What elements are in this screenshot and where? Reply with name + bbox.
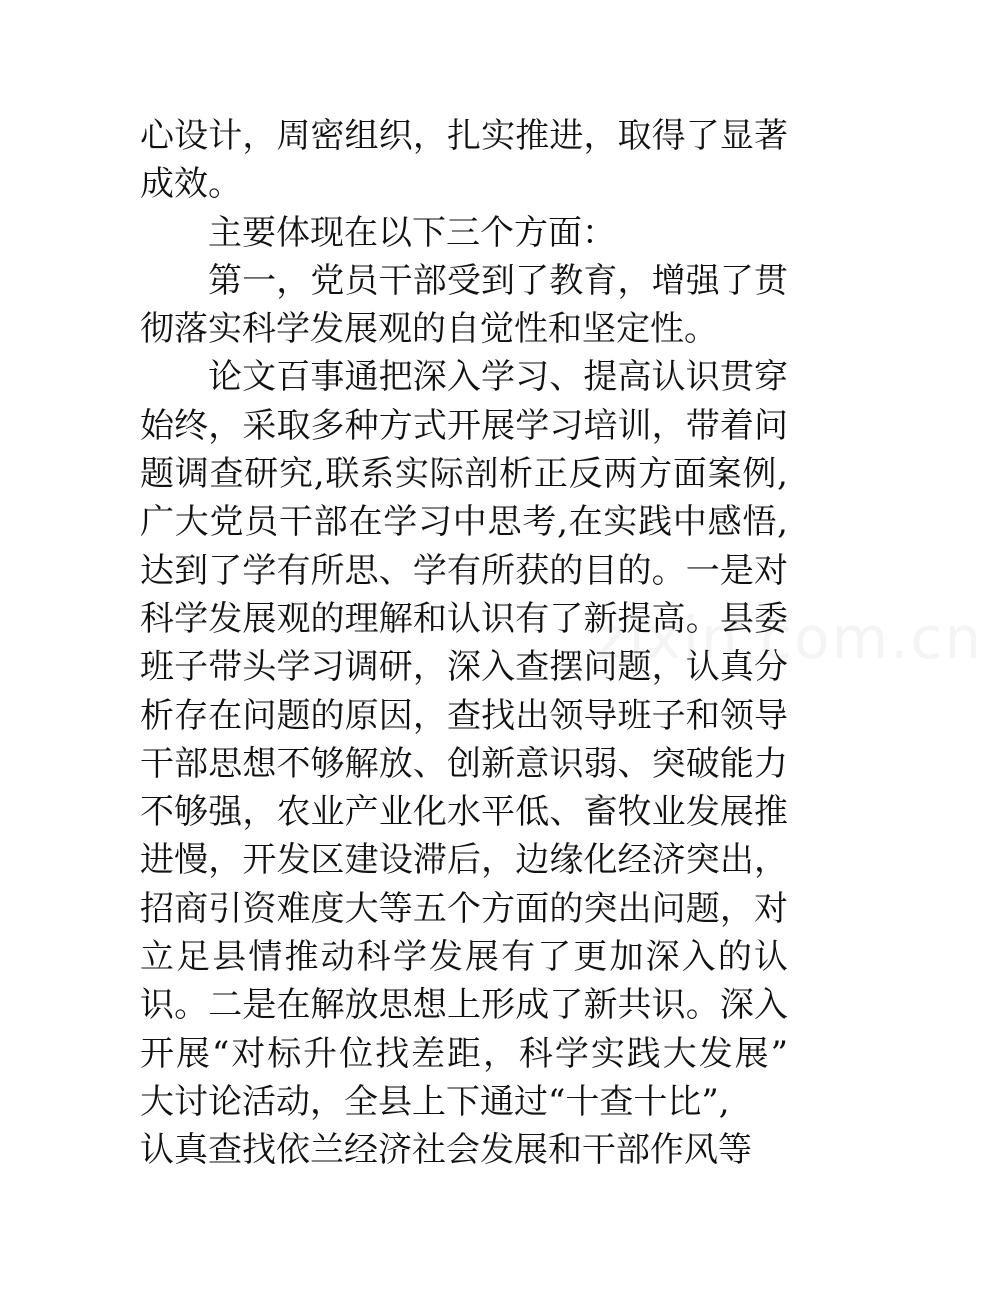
watermark: zixin.com.cn [596,604,983,672]
text-line: 进慢，开发区建设滞后，边缘化经济突出， [140,840,788,881]
text-line: 科学发展观的理解和认识有了新提高。县委 [140,598,788,639]
text-line: 论文百事通把深入学习、提高认识贯穿 [208,357,788,398]
text-line: 始终，采取多种方式开展学习培训，带着问 [140,405,788,446]
text-line: 识。二是在解放思想上形成了新共识。深入 [140,985,788,1026]
text-line: 开展“对标升位找差距，科学实践大发展” [140,1033,788,1074]
text-line: 班子带头学习调研，深入查摆问题，认真分 [140,647,788,688]
text-line: 析存在问题的原因，查找出领导班子和领导 [140,695,788,736]
text-line: 第一，党员干部受到了教育，增强了贯 [208,260,788,301]
text-line: 立足县情推动科学发展有了更加深入的认 [140,937,788,978]
text-line: 主要体现在以下三个方面： [208,212,616,253]
text-line: 成效。 [140,164,242,205]
text-line: 认真查找依兰经济社会发展和干部作风等 [140,1130,752,1171]
text-line: 招商引资难度大等五个方面的突出问题，对 [140,888,788,929]
text-line: 不够强，农业产业化水平低、畜牧业发展推 [140,792,788,833]
text-line: 干部思想不够解放、创新意识弱、突破能力 [140,743,788,784]
text-line: 达到了学有所思、学有所获的目的。一是对 [140,550,788,591]
text-line: 题调查研究,联系实际剖析正反两方面案例, [140,454,788,495]
text-line: 大讨论活动，全县上下通过“十查十比”, [140,1081,730,1122]
text-line: 广大党员干部在学习中思考,在实践中感悟, [140,502,788,543]
text-line: 彻落实科学发展观的自觉性和坚定性。 [140,309,718,350]
text-line: 心设计，周密组织，扎实推进，取得了显著 [140,116,788,156]
